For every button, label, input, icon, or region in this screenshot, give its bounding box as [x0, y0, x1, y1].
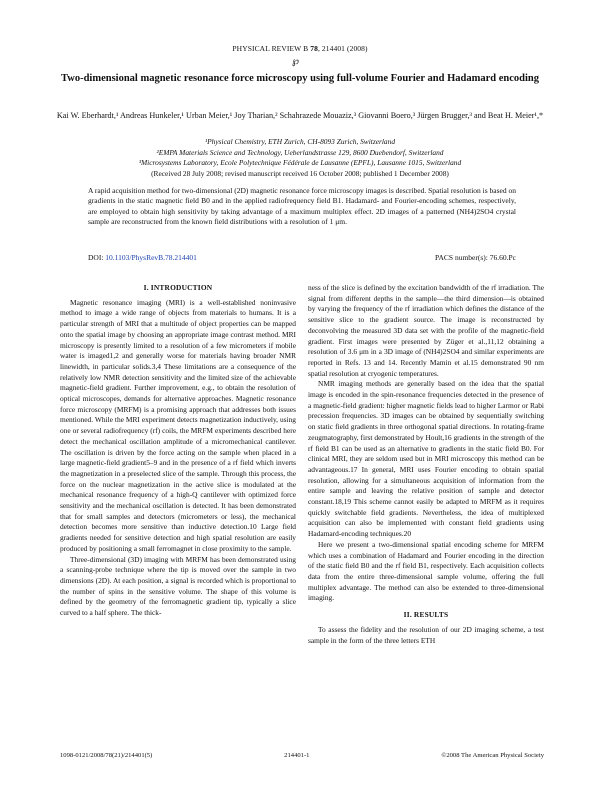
paragraph: Here we present a two-dimensional spatial encoding scheme for MRFM which uses a combination of Hadamard and Fourier encoding in the direction of the static field B0 and the rf field B1, respectively. Each acquisition collects data from the entire three-dimensional sample volume, offering the full multiplex advantage. The method can also be extended to three-dimensional imaging.: [308, 539, 544, 603]
journal-volume: 78: [310, 44, 318, 53]
paragraph: Three-dimensional (3D) imaging with MRFM has been demonstrated using a scanning-probe technique where the tip is moved over the sample in two dimensions (2D). At each position, a signal is recorded which is proportional to the number of spins in the sensitive volume. The shape of this volume is defined by the geometry of the ferromagnetic gradient tip, typically a slice curved to a half sphere. The thick-: [60, 554, 296, 618]
article-title: Two-dimensional magnetic resonance force microscopy using full-volume Fourier and Hadamard encoding: [61, 73, 539, 84]
doi: [88, 253, 197, 262]
left-column: [60, 283, 296, 619]
section-heading-results: II. RESULTS: [403, 610, 449, 620]
pacs-numbers: PACS number(s): 76.60.Pc: [435, 253, 516, 262]
affiliation-3: ³Microsystems Laboratory, Ecole Polytechnique Fédérale de Lausanne (EPFL), Lausanne 1015, Switzerland: [138, 158, 462, 167]
footer-copyright: ©2008 The American Physical Society: [441, 752, 544, 759]
journal-header: PHYSICAL REVIEW B 78, 214401 (2008): [232, 44, 368, 53]
abstract: A rapid acquisition method for two-dimensional (2D) magnetic resonance force microscopy images is described. Spatial resolution is based on gradients in the static magnetic field B0 and in the applied radiofrequency field B1. Hadamard- and Fourier-encoding schemes, respectively, are employed to obtain high sensitivity by taking advantage of a maximum multiplex effect. 2D images of a patterned (NH4)2SO4 crystal sample are reconstructed from the known field distributions with a resolution of 1 μm.: [88, 186, 517, 227]
right-column: [308, 283, 544, 646]
affiliations: [40, 137, 560, 179]
footer-issn: 1098-0121/2008/78(21)/214401(5): [60, 752, 153, 759]
affiliation-2: ²EMPA Materials Science and Technology, Ueberlandstrasse 129, 8600 Duebendorf, Switzerland: [156, 147, 444, 157]
footer-page-number: 214401-1: [284, 752, 310, 759]
paragraph: ness of the slice is defined by the excitation bandwidth of the rf irradiation. The signal from different depths in the sample—the third dimension—is obtained by varying the frequency of the rf irradiation which defines the distance of the sensitive slice to the gradient source. The image is reconstructed by deconvolving the measured 3D data set with the profile of the magnetic-field gradient. First images were presented by Züger et al.,11,12 obtaining a resolution of 3.6 μm in a 3D image of (NH4)2SO4 and similar experiments are reported in Refs. 13 and 14. Recently Mamin et al.15 demonstrated 90 nm spatial resolution at cryogenic temperatures.: [308, 283, 544, 378]
paragraph: NMR imaging methods are generally based on the idea that the spatial image is encoded in the spin-resonance frequencies detected in the presence of a magnetic-field gradient: higher magnetic fields lead to higher Larmor or Rabi precession frequencies. 3D images can be obtained by sequentially switching on static field gradients in three orthogonal spatial directions. In rotating-frame zeugmatography, first demonstrated by Hoult,16 gradients in the strength of the rf field B1 can be used as an alternative to gradients in the static field B0. For clinical MRI, they are seldom used but in MRI microscopy this method can be advantageous.17 In general, MRI uses Fourier encoding to obtain spatial resolution, allowing for a simultaneous acquisition of information from the entire sample and leaving the relative position of sample and detector constant.18,19 This scheme cannot easily be adapted to MRFM as it requires quickly switchable field gradients. Nevertheless, the idea of multiplexed acquisition can also be implemented with constant field gradients using Hadamard-encoding techniques.20: [308, 379, 544, 539]
paragraph: Magnetic resonance imaging (MRI) is a well-established noninvasive method to image a wide range of objects from materials to humans. It is a particular strength of MRI that a multitude of object properties can be mapped onto the spatial image by choosing an appropriate image contrast method. MRI microscopy is presently limited to a resolution of a few micrometers if mobile water is imaged1,2 and generally worse for materials having broader NMR linewidth, in particular solids.3,4 These limitations are a consequence of the relatively low NMR detection sensitivity and the limited size of the achievable magnetic-field gradient. Further improvement, e.g., to obtain the resolution of optical microscopes, demands for alternative approaches. Magnetic resonance force microscopy (MRFM) is a promising approach that addresses both issues mentioned. While the MRI experiment detects magnetization inductively, using one or several radiofrequency (rf) coils, the MRFM experiments described here detect the mechanical oscillation amplitude of a micromechanical cantilever. The oscillation is driven by the force acting on the sample when placed in a large magnetic-field gradient5–9 and in the presence of a rf field which inverts the magnetization in a preselected slice of the sample. Through this process, the force on the nuclear magnetization in the active slice is modulated at the mechanical resonance frequency of a high-Q cantilever with optimized force sensitivity and the mechanical oscillation is detected. It has been demonstrated that for small samples and detectors (micrometers or less), the mechanical detection becomes more sensitive than inductive detection.10 Large field gradients needed for sensitive detection and high spatial resolution are easily produced by positioning a small ferromagnet in close proximity to the sample.: [60, 297, 296, 553]
page-footer: [60, 752, 544, 759]
doi-label: DOI:: [88, 253, 106, 262]
paragraph: To assess the fidelity and the resolution of our 2D imaging scheme, a test sample in the form of the three letters ETH: [308, 624, 544, 645]
received-dates: (Received 28 July 2008; revised manuscript received 16 October 2008; published 1 December 2008): [151, 168, 449, 178]
journal-name: PHYSICAL REVIEW B: [232, 44, 309, 53]
journal-logo-icon: ℘: [292, 56, 299, 67]
section-heading-introduction: I. INTRODUCTION: [143, 283, 213, 292]
journal-pages: 214401 (2008): [321, 44, 368, 53]
doi-link[interactable]: 10.1103/PhysRevB.78.214401: [105, 253, 197, 262]
author-list: Kai W. Eberhardt,¹ Andreas Hunkeler,¹ Urban Meier,¹ Joy Tharian,² Schahrazede Mouaziz,³ Giovanni Boero,³ Jürgen Brugger,³ and Beat H. Meier¹,*: [56, 111, 544, 120]
affiliation-1: ¹Physical Chemistry, ETH Zurich, CH-8093 Zurich, Switzerland: [204, 137, 396, 146]
doi-pacs-row: [88, 253, 516, 262]
